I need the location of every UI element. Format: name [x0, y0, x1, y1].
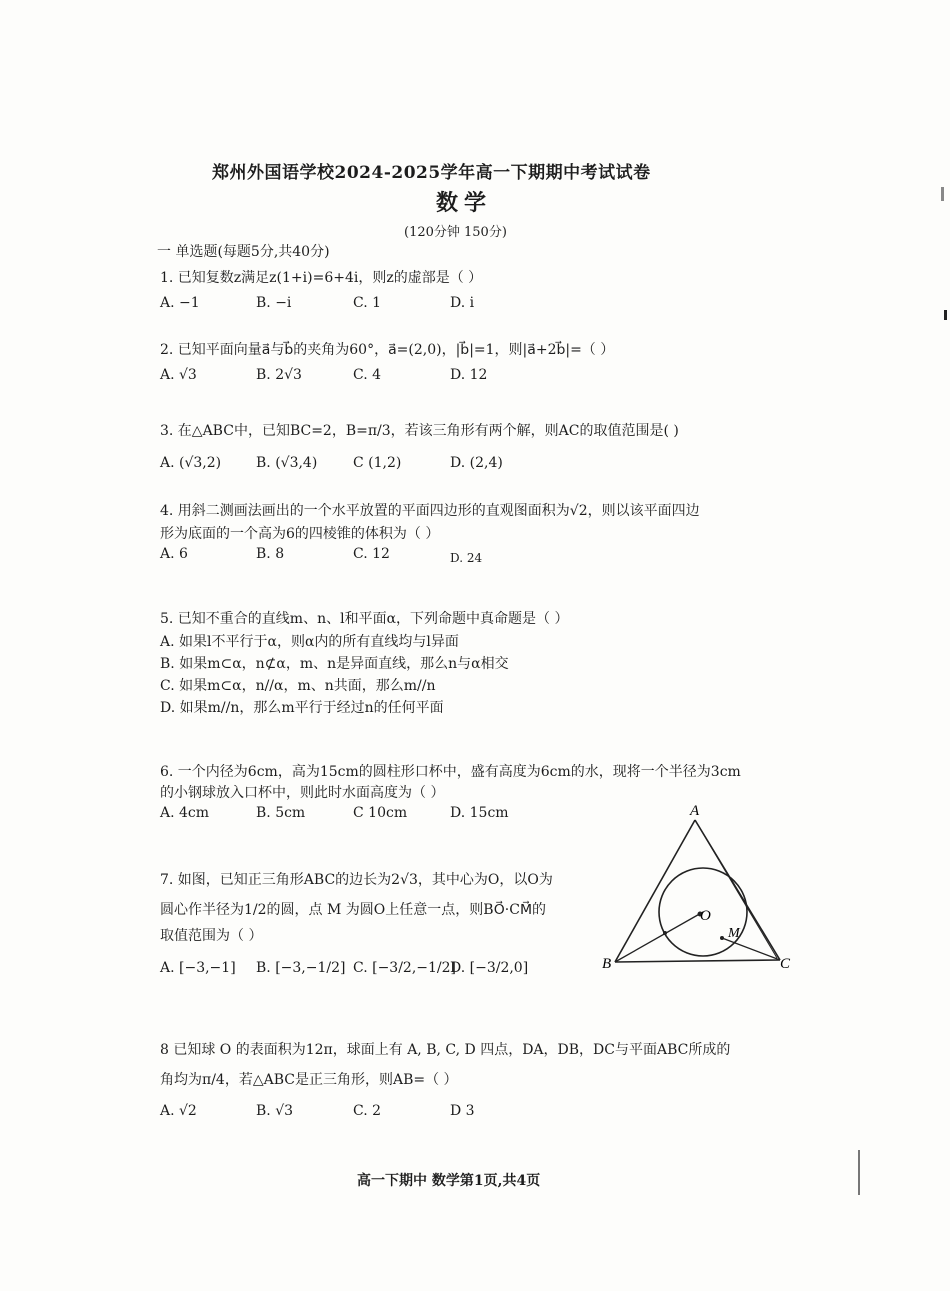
q1-stem: 1. 已知复数z满足z(1+i)=6+4i，则z的虚部是（ ） [160, 270, 483, 286]
q7-option-d: D. [−3/2,0] [450, 960, 529, 976]
exam-title: 郑州外国语学校2024-2025学年高一下期期中考试试卷 [212, 163, 651, 183]
label-b: B [602, 956, 612, 972]
q5-option-a: A. 如果l不平行于α，则α内的所有直线均与l异面 [160, 634, 459, 650]
q7-option-a: A. [−3,−1] [160, 960, 236, 976]
label-a: A [690, 803, 700, 819]
section-heading: 一 单选题(每题5分,共40分) [157, 244, 330, 260]
q6-option-c: C 10cm [353, 805, 408, 821]
q4-option-a: A. 6 [160, 546, 188, 562]
q7-figure [590, 800, 810, 980]
q7-stem-line1: 7. 如图，已知正三角形ABC的边长为2√3，其中心为O，以O为 [160, 872, 553, 888]
scan-mark-right [944, 310, 947, 320]
q2-option-b: B. 2√3 [256, 367, 302, 383]
q4-stem-line2: 形为底面的一个高为6的四棱锥的体积为（ ） [160, 526, 440, 542]
q8-stem-line1: 8 已知球 O 的表面积为12π，球面上有 A, B, C, D 四点，DA，DB，DC与平面ABC所成的 [160, 1042, 731, 1058]
q3-option-b: B. (√3,4) [256, 455, 318, 471]
q6-option-a: A. 4cm [160, 805, 210, 821]
q7-option-c: C. [−3/2,−1/2] [353, 960, 457, 976]
label-m: M [728, 926, 740, 941]
label-c: C [780, 956, 791, 972]
scan-mark-top-right [941, 187, 944, 201]
point-m [720, 936, 724, 940]
scan-mark-bottom-right [858, 1150, 860, 1195]
q3-option-d: D. (2,4) [450, 455, 503, 471]
subject-title: 数学 [436, 191, 493, 216]
q1-option-d: D. i [450, 295, 475, 311]
q6-stem-line1: 6. 一个内径为6cm，高为15cm的圆柱形口杯中，盛有高度为6cm的水，现将一个半径为3cm [160, 764, 741, 780]
page-footer: 高一下期中 数学第1页,共4页 [357, 1173, 541, 1189]
q5-option-b: B. 如果m⊂α，n⊄α，m、n是异面直线，那么n与α相交 [160, 656, 509, 672]
label-o: O [700, 908, 711, 924]
time-score: (120分钟 150分) [404, 225, 507, 240]
q7-stem-line3: 取值范围为（ ） [160, 928, 263, 944]
q2-option-a: A. √3 [160, 367, 197, 383]
q8-option-d: D 3 [450, 1103, 475, 1119]
q8-option-b: B. √3 [256, 1103, 294, 1119]
point-left [663, 931, 667, 935]
q3-option-c: C (1,2) [353, 455, 402, 471]
q6-option-b: B. 5cm [256, 805, 306, 821]
q5-option-d: D. 如果m//n，那么m平行于经过n的任何平面 [160, 700, 444, 716]
q1-option-c: C. 1 [353, 295, 382, 311]
q1-option-a: A. −1 [160, 295, 200, 311]
q3-stem: 3. 在△ABC中，已知BC=2，B=π/3，若该三角形有两个解，则AC的取值范围是( ) [160, 423, 679, 439]
q2-option-d: D. 12 [450, 367, 488, 383]
q7-stem-line2: 圆心作半径为1/2的圆，点 M 为圆O上任意一点，则BO⃗·CM⃗的 [160, 902, 547, 918]
triangle-abc [615, 820, 780, 962]
q6-option-d: D. 15cm [450, 805, 509, 821]
q4-option-b: B. 8 [256, 546, 285, 562]
q4-option-c: C. 12 [353, 546, 390, 562]
q5-stem: 5. 已知不重合的直线m、n、l和平面α，下列命题中真命题是（ ） [160, 611, 569, 627]
q8-stem-line2: 角均为π/4，若△ABC是正三角形，则AB=（ ） [160, 1072, 458, 1088]
q2-option-c: C. 4 [353, 367, 382, 383]
q8-option-a: A. √2 [160, 1103, 197, 1119]
q4-stem-line1: 4. 用斜二测画法画出的一个水平放置的平面四边形的直观图面积为√2，则以该平面四边 [160, 503, 700, 519]
q4-option-d: D. 24 [450, 551, 483, 565]
q8-option-c: C. 2 [353, 1103, 382, 1119]
q1-option-b: B. −i [256, 295, 292, 311]
q5-option-c: C. 如果m⊂α，n//α，m、n共面，那么m//n [160, 678, 436, 694]
q6-stem-line2: 的小钢球放入口杯中，则此时水面高度为（ ） [160, 785, 445, 801]
q7-option-b: B. [−3,−1/2] [256, 960, 346, 976]
q2-stem: 2. 已知平面向量a⃗与b⃗的夹角为60°，a⃗=(2,0)，|b⃗|=1，则|a⃗+2b⃗|=（ ） [160, 342, 615, 358]
q3-option-a: A. (√3,2) [160, 455, 222, 471]
